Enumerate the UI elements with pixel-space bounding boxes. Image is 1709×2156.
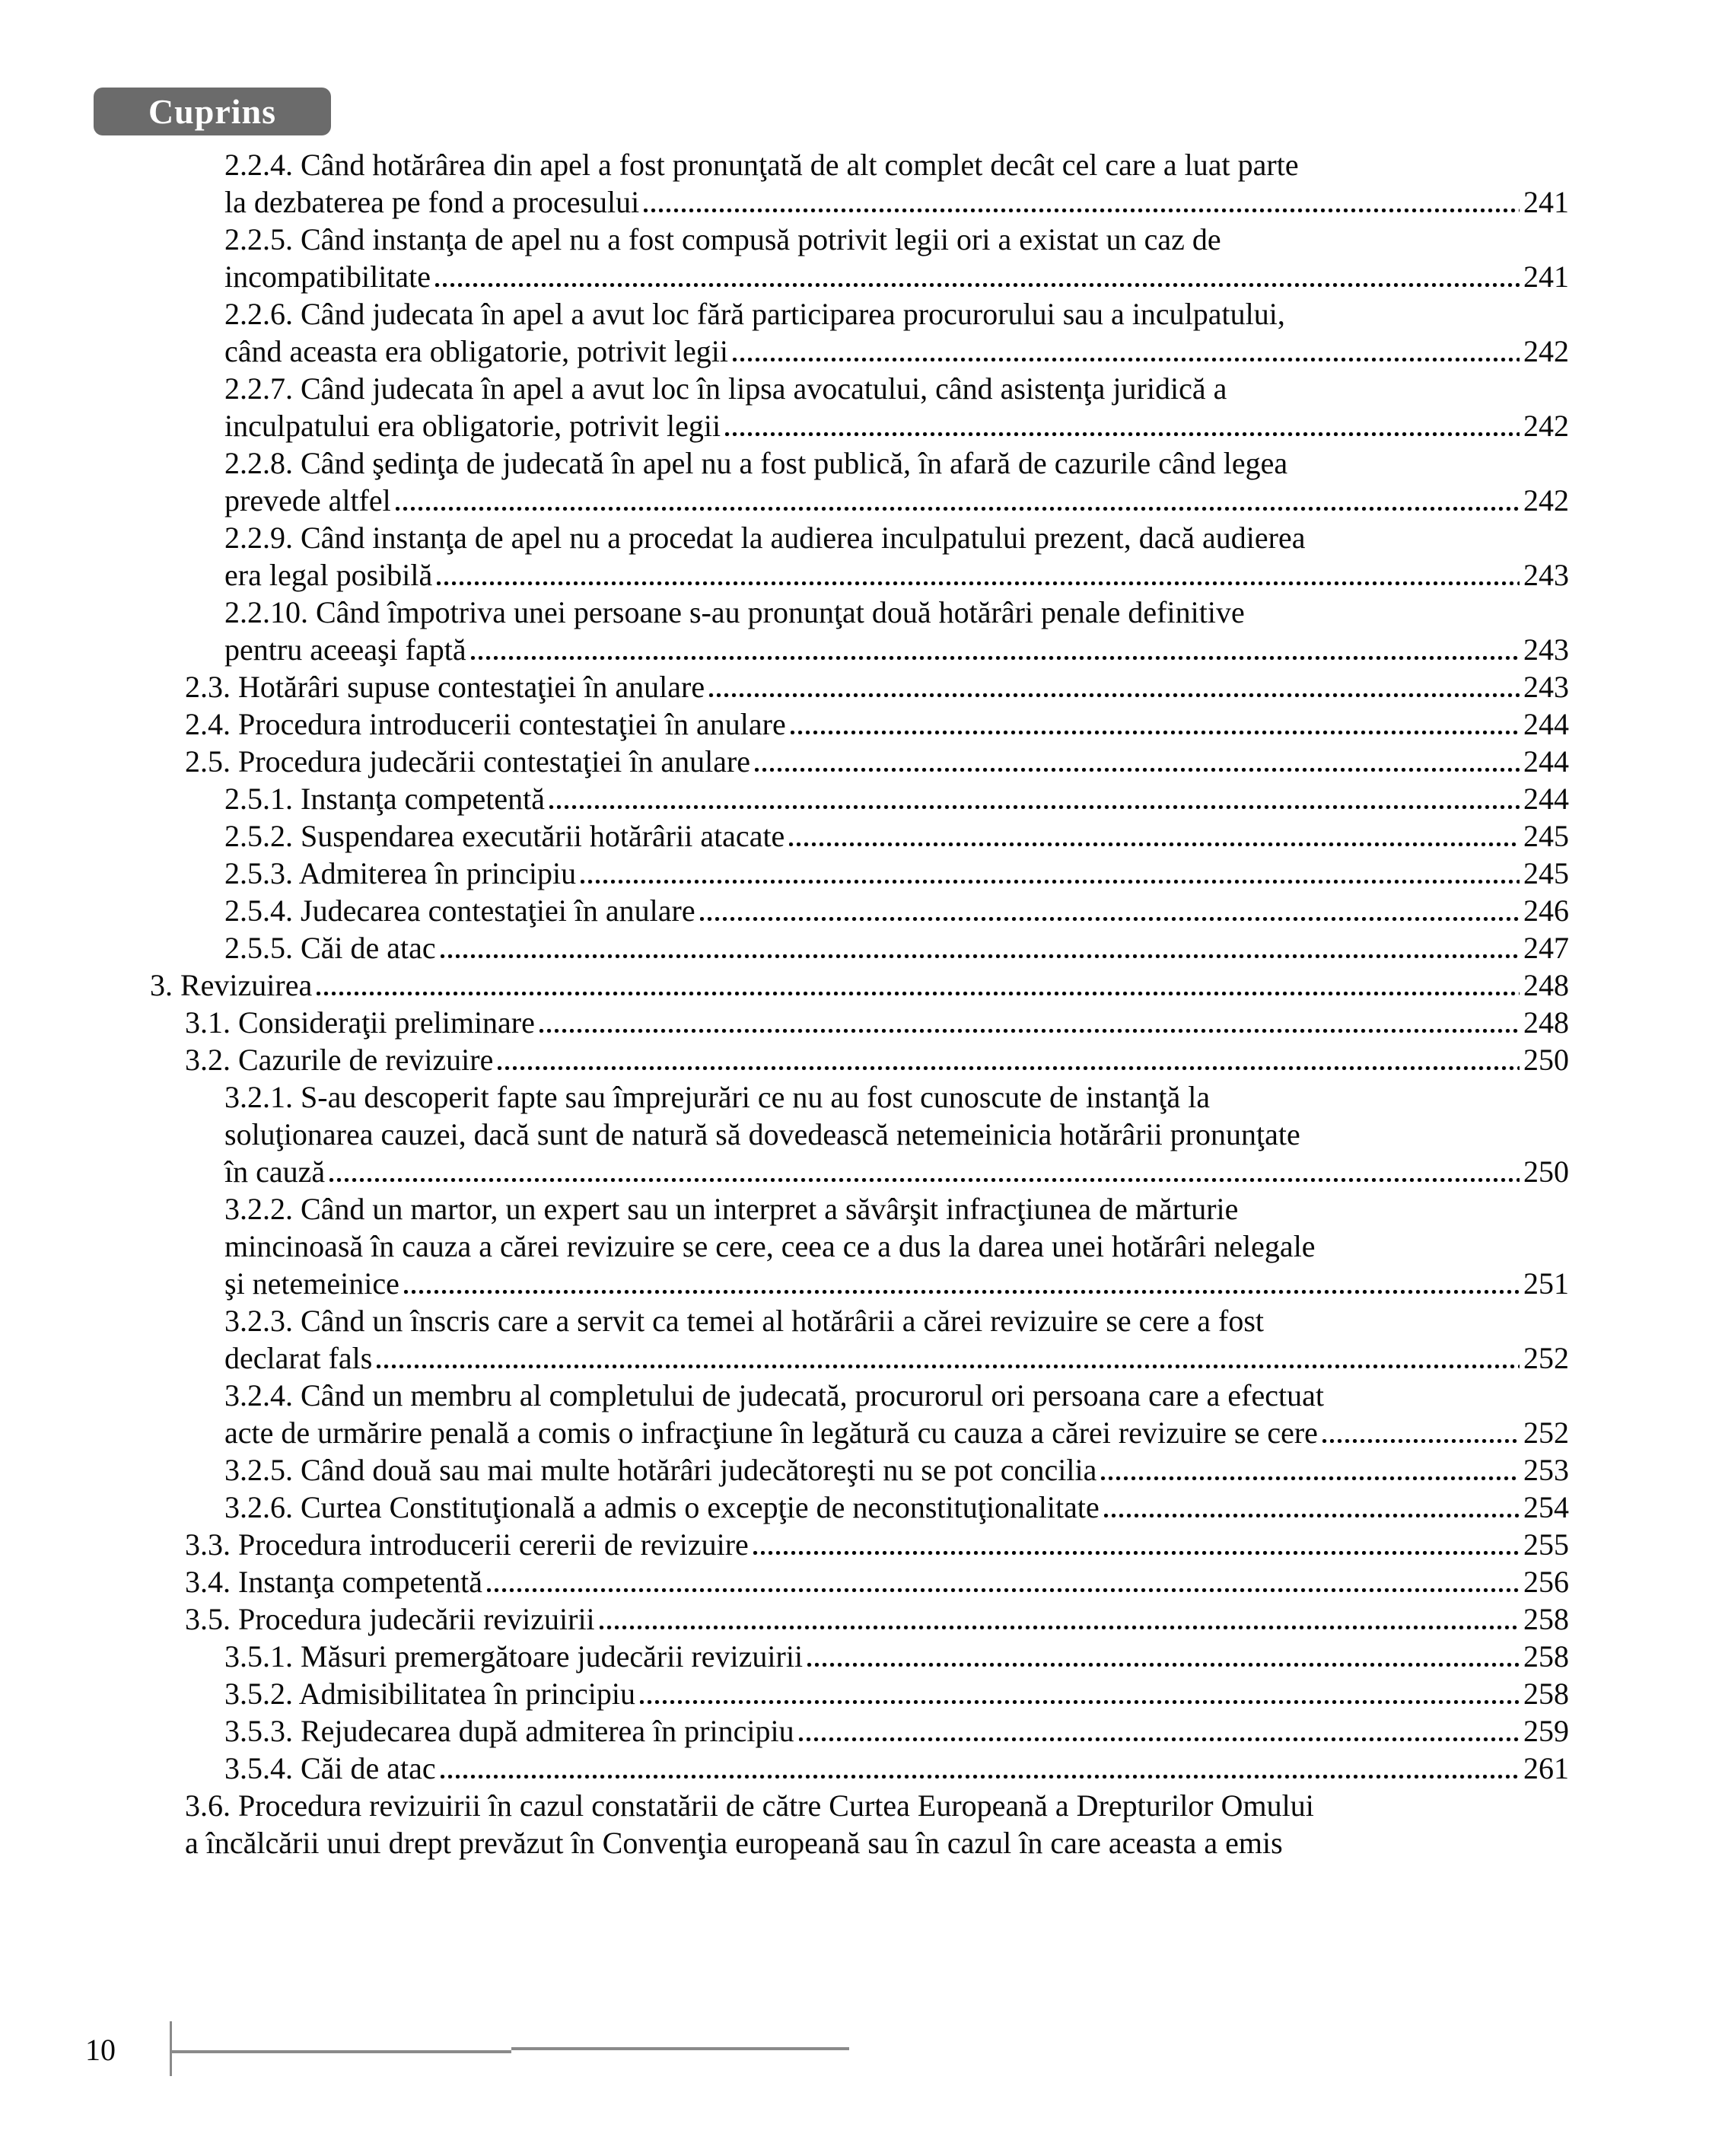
toc-page-number: 241 <box>1523 185 1569 219</box>
toc-line <box>0 967 1709 1004</box>
toc-line <box>0 1078 1709 1116</box>
toc-page-number: 261 <box>1523 1751 1569 1785</box>
toc-line <box>0 370 1709 407</box>
toc-page-number: 252 <box>1523 1341 1569 1375</box>
toc-entry-text: 2.2.10. Când împotriva unei persoane s-au pronunţat două hotărâri penale definitive <box>224 595 1245 629</box>
toc-page-number: 258 <box>1523 1677 1569 1711</box>
toc-line <box>0 1824 1709 1861</box>
dot-leader <box>644 209 1520 212</box>
toc-page-number: 248 <box>1523 968 1569 1002</box>
dot-leader <box>435 283 1520 287</box>
toc-entry-text: 2.5.2. Suspendarea executării hotărârii atacate <box>224 819 785 853</box>
dot-leader <box>733 358 1520 361</box>
toc-page-number: 254 <box>1523 1490 1569 1524</box>
toc-line <box>0 631 1709 668</box>
dot-leader <box>317 992 1520 995</box>
toc-line <box>0 1041 1709 1078</box>
dot-leader <box>549 805 1520 809</box>
toc-page-number: 247 <box>1523 931 1569 965</box>
dot-leader <box>799 1737 1520 1741</box>
toc-page-number: 244 <box>1523 744 1569 779</box>
dot-leader <box>807 1663 1520 1667</box>
toc-page-number: 245 <box>1523 819 1569 853</box>
footer-page-number: 10 <box>85 2033 116 2067</box>
toc-line <box>0 594 1709 631</box>
toc-entry-text: 2.2.9. Când instanţa de apel nu a procedat la audierea inculpatului prezent, dacă audierea <box>224 521 1306 555</box>
toc-entry-text: 3.5. Procedura judecării revizuirii <box>185 1602 595 1636</box>
toc-line <box>0 482 1709 519</box>
toc-page-number: 245 <box>1523 856 1569 890</box>
toc-line <box>0 1712 1709 1750</box>
toc-line <box>0 146 1709 183</box>
toc-entry-text: în cauză <box>224 1154 326 1189</box>
toc-line <box>0 668 1709 705</box>
toc-entry-text: 3.5.4. Căi de atac <box>224 1751 436 1785</box>
toc-entry-text: 3.2.5. Când două sau mai multe hotărâri judecătoreşti nu se pot concilia <box>224 1453 1097 1487</box>
dot-leader <box>1104 1514 1520 1517</box>
toc-page-number: 243 <box>1523 670 1569 704</box>
toc-entry-text: 2.5.3. Admiterea în principiu <box>224 856 577 890</box>
toc-entry-text: 3. Revizuirea <box>150 968 313 1002</box>
dot-leader <box>498 1066 1520 1070</box>
toc-line <box>0 183 1709 221</box>
toc-entry-text: incompatibilitate <box>224 260 431 294</box>
toc-line <box>0 1377 1709 1414</box>
toc-line <box>0 929 1709 967</box>
toc-entry-text: la dezbaterea pe fond a procesului <box>224 185 640 219</box>
toc-line <box>0 743 1709 780</box>
dot-leader <box>753 1551 1520 1555</box>
footer-horizontal-rule-right <box>511 2047 849 2050</box>
toc-entry-text: 3.5.1. Măsuri premergătoare judecării revizuirii <box>224 1639 804 1674</box>
toc-line <box>0 1526 1709 1563</box>
toc-entry-text: era legal posibilă <box>224 558 433 592</box>
dot-leader <box>441 1775 1520 1779</box>
toc-line <box>0 1302 1709 1339</box>
toc-line <box>0 1004 1709 1041</box>
toc-page-number: 255 <box>1523 1527 1569 1562</box>
toc-line <box>0 1190 1709 1228</box>
toc-page-number: 244 <box>1523 707 1569 741</box>
toc-line <box>0 817 1709 855</box>
toc-page-number: 246 <box>1523 893 1569 928</box>
toc-entry-text: 2.3. Hotărâri supuse contestaţiei în anulare <box>185 670 705 704</box>
toc-page-number: 251 <box>1523 1266 1569 1301</box>
toc-line <box>0 705 1709 743</box>
dot-leader <box>437 581 1520 585</box>
toc-line <box>0 519 1709 556</box>
toc-line <box>0 1451 1709 1489</box>
toc-line <box>0 1228 1709 1265</box>
toc-page-number: 258 <box>1523 1639 1569 1674</box>
toc-entry-text: 3.2. Cazurile de revizuire <box>185 1043 494 1077</box>
toc-line <box>0 855 1709 892</box>
toc-page-number: 242 <box>1523 483 1569 518</box>
toc-entry-text: când aceasta era obligatorie, potrivit legii <box>224 334 728 368</box>
toc-entry-text: 2.5.1. Instanţa competentă <box>224 782 545 816</box>
toc-page-number: 253 <box>1523 1453 1569 1487</box>
toc-line <box>0 1265 1709 1302</box>
toc-page-number: 241 <box>1523 260 1569 294</box>
toc-entry-text: 3.5.3. Rejudecarea după admiterea în principiu <box>224 1714 794 1748</box>
toc-entry-text: 3.6. Procedura revizuirii în cazul constatării de către Curtea Europeană a Drepturilor Omului <box>185 1788 1314 1823</box>
dot-leader <box>471 656 1520 660</box>
dot-leader <box>640 1700 1520 1704</box>
toc-page-number: 243 <box>1523 558 1569 592</box>
toc-line <box>0 1414 1709 1451</box>
toc-entry-text: 3.5.2. Admisibilitatea în principiu <box>224 1677 635 1711</box>
dot-leader <box>789 842 1520 846</box>
dot-leader <box>725 432 1520 436</box>
toc-entry-text: 2.5.4. Judecarea contestaţiei în anulare <box>224 893 695 928</box>
toc-line <box>0 407 1709 444</box>
toc-page-number: 244 <box>1523 782 1569 816</box>
toc-line <box>0 1563 1709 1600</box>
toc-line <box>0 1339 1709 1377</box>
toc-entry-text: mincinoasă în cauza a cărei revizuire se cere, ceea ce a dus la darea unei hotărâri nelegale <box>224 1229 1316 1263</box>
toc-entry-text: 3.2.1. S-au descoperit fapte sau împrejurări ce nu au fost cunoscute de instanţă la <box>224 1080 1211 1114</box>
footer-vertical-rule <box>170 2021 172 2076</box>
toc-entry-text: 2.5. Procedura judecării contestaţiei în anulare <box>185 744 751 779</box>
dot-leader <box>487 1588 1520 1592</box>
toc-entry-text: 3.2.4. Când un membru al completului de judecată, procurorul ori persoana care a efectuat <box>224 1378 1324 1412</box>
toc-line <box>0 1638 1709 1675</box>
toc-line <box>0 1489 1709 1526</box>
toc-entry-text: 2.2.7. Când judecata în apel a avut loc în lipsa avocatului, când asistenţa juridică a <box>224 371 1227 406</box>
toc-page-number: 250 <box>1523 1043 1569 1077</box>
toc-line <box>0 221 1709 258</box>
dot-leader <box>539 1029 1520 1033</box>
toc-entry-text: acte de urmărire penală a comis o infracţiune în legătură cu cauza a cărei revizuire se cere <box>224 1416 1318 1450</box>
toc-page-number: 242 <box>1523 409 1569 443</box>
toc-entry-text: soluţionarea cauzei, dacă sunt de natură să dovedească netemeinicia hotărârii pronunţate <box>224 1117 1300 1151</box>
toc-entry-text: 3.2.3. Când un înscris care a servit ca temei al hotărârii a cărei revizuire se cere a fost <box>224 1304 1265 1338</box>
toc-line <box>0 892 1709 929</box>
toc-page-number: 243 <box>1523 632 1569 667</box>
toc-entry-text: 3.4. Instanţa competentă <box>185 1565 482 1599</box>
dot-leader <box>791 731 1520 734</box>
toc-line <box>0 1787 1709 1824</box>
toc-line <box>0 1116 1709 1153</box>
dot-leader <box>700 917 1520 921</box>
toc-page-number: 242 <box>1523 334 1569 368</box>
toc-entry-text: şi netemeinice <box>224 1266 399 1301</box>
contents-header-box <box>94 88 331 135</box>
toc-entry-text: a încălcării unui drept prevăzut în Convenţia europeană sau în cazul în care aceasta a emis <box>185 1826 1283 1860</box>
toc-line <box>0 295 1709 333</box>
toc-line <box>0 333 1709 370</box>
toc-entry-text: 3.2.2. Când un martor, un expert sau un interpret a săvârşit infracţiunea de mărturie <box>224 1192 1239 1226</box>
toc-entry-text: 2.2.4. Când hotărârea din apel a fost pronunţată de alt complet decât cel care a luat parte <box>224 148 1299 182</box>
toc-entry-text: 3.2.6. Curtea Constituţională a admis o excepţie de neconstituţionalitate <box>224 1490 1100 1524</box>
toc-page-number: 250 <box>1523 1154 1569 1189</box>
toc-entry-text: 2.5.5. Căi de atac <box>224 931 436 965</box>
footer-horizontal-rule-left <box>172 2050 511 2053</box>
dot-leader <box>1322 1439 1520 1443</box>
toc-entry-text: 2.4. Procedura introducerii contestaţiei în anulare <box>185 707 786 741</box>
toc-page-number: 259 <box>1523 1714 1569 1748</box>
toc-entry-text: declarat fals <box>224 1341 373 1375</box>
toc-line <box>0 1153 1709 1190</box>
toc-entry-text: 2.2.6. Când judecata în apel a avut loc fără participarea procurorului sau a inculpatului, <box>224 297 1285 331</box>
toc-page-number: 252 <box>1523 1416 1569 1450</box>
dot-leader <box>396 507 1520 511</box>
dot-leader <box>755 768 1520 772</box>
dot-leader <box>441 954 1520 958</box>
toc-line <box>0 1675 1709 1712</box>
dot-leader <box>329 1178 1520 1182</box>
toc-list <box>0 146 1709 1861</box>
dot-leader <box>404 1290 1520 1294</box>
toc-page-number: 248 <box>1523 1005 1569 1040</box>
toc-entry-text: inculpatului era obligatorie, potrivit legii <box>224 409 721 443</box>
page-title: Cuprins <box>148 92 277 131</box>
toc-entry-text: pentru aceeaşi faptă <box>224 632 466 667</box>
toc-line <box>0 444 1709 482</box>
toc-line <box>0 1600 1709 1638</box>
toc-line <box>0 556 1709 594</box>
toc-line <box>0 258 1709 295</box>
toc-entry-text: 2.2.8. Când şedinţa de judecată în apel nu a fost publică, în afară de cazurile când legea <box>224 446 1288 480</box>
dot-leader <box>709 693 1520 697</box>
toc-entry-text: 3.1. Consideraţii preliminare <box>185 1005 535 1040</box>
toc-line <box>0 1750 1709 1787</box>
toc-page-number: 258 <box>1523 1602 1569 1636</box>
dot-leader <box>1101 1476 1520 1480</box>
toc-entry-text: 3.3. Procedura introducerii cererii de revizuire <box>185 1527 749 1562</box>
dot-leader <box>600 1626 1520 1629</box>
toc-line <box>0 780 1709 817</box>
toc-page-number: 256 <box>1523 1565 1569 1599</box>
dot-leader <box>377 1365 1520 1368</box>
toc-entry-text: prevede altfel <box>224 483 391 518</box>
dot-leader <box>581 880 1520 884</box>
toc-entry-text: 2.2.5. Când instanţa de apel nu a fost compusă potrivit legii ori a existat un caz de <box>224 222 1221 256</box>
